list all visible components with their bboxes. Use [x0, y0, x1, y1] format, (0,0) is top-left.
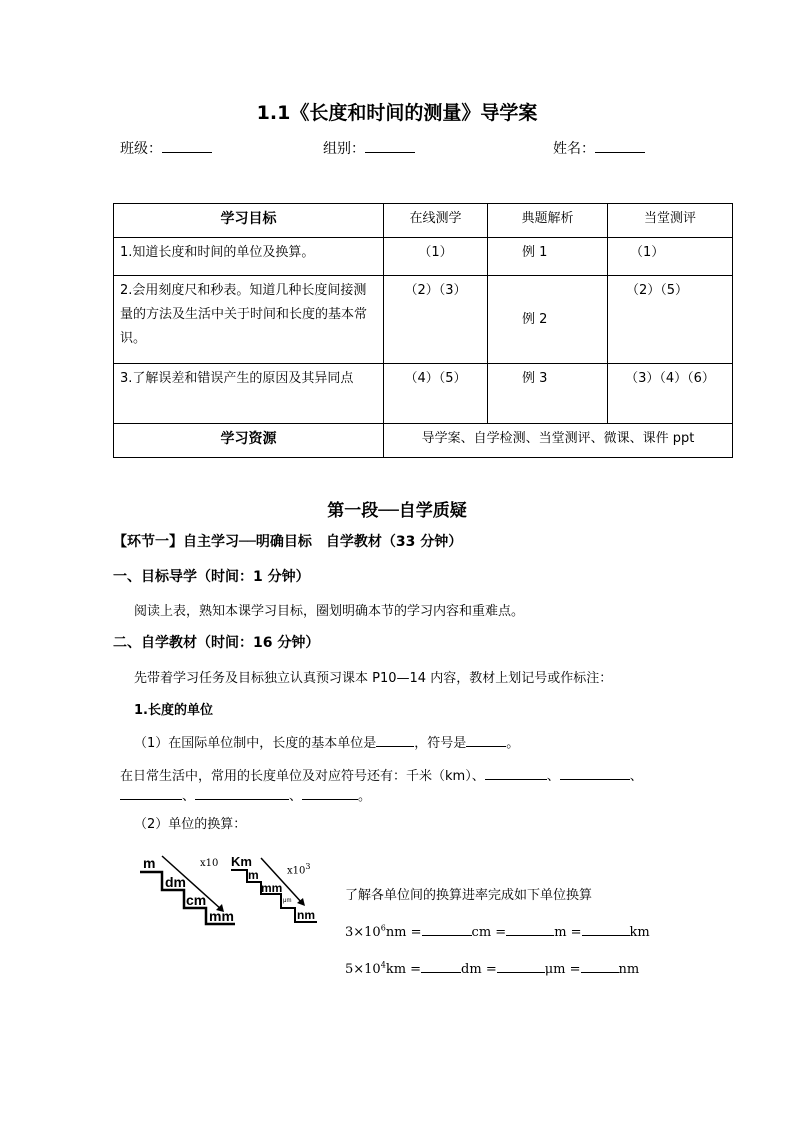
line2-unit3: nm: [618, 962, 640, 977]
example-cell: 例 2: [488, 276, 608, 364]
unit-m-label: m: [248, 868, 259, 882]
class-blank[interactable]: [162, 138, 212, 153]
unit-dm-label: dm: [165, 874, 186, 890]
part1-heading: 一、目标导学（时间：1 分钟）: [113, 569, 310, 585]
test-cell: （1）: [608, 238, 733, 276]
example-cell: 例 3: [488, 364, 608, 424]
resource-label: 学习资源: [114, 424, 384, 458]
header-online: 在线测学: [384, 204, 488, 238]
answer-blank[interactable]: [582, 921, 630, 936]
unit-blank[interactable]: [485, 765, 547, 780]
link-heading: 【环节一】自主学习──明确目标 自学教材（33 分钟）: [113, 534, 463, 550]
staircase-diagram-right: [231, 852, 331, 928]
unit-blank[interactable]: [560, 765, 630, 780]
group-field: [323, 138, 415, 158]
test-cell: （2）（5）: [608, 276, 733, 364]
unit-blank[interactable]: [195, 785, 289, 800]
online-cell: （1）: [384, 238, 488, 276]
name-blank[interactable]: [595, 138, 645, 153]
q1-text-a: （1）在国际单位制中，长度的基本单位是: [134, 736, 377, 751]
unit-cm-label: cm: [186, 892, 207, 908]
line2-exp: 4: [380, 960, 386, 970]
unit-um-label: μm: [283, 898, 292, 904]
exercise-line-1: [345, 921, 650, 940]
symbol-blank[interactable]: [466, 732, 506, 747]
sep: 、: [629, 769, 643, 784]
group-blank[interactable]: [365, 138, 415, 153]
exercise-intro: 了解各单位间的换算进率完成如下单位换算: [345, 888, 593, 903]
goal-cell: 2.会用刻度尺和秒表。知道几种长度间接测量的方法及生活中关于时间和长度的基本常识。: [114, 276, 384, 364]
sep: 、: [289, 789, 303, 804]
unit-blank[interactable]: [302, 785, 358, 800]
factor-label: x10: [200, 858, 219, 869]
unit-blank[interactable]: [120, 785, 182, 800]
line1-unit0: nm =: [385, 925, 422, 940]
line2-unit1: dm =: [461, 962, 497, 977]
header-test: 当堂测评: [608, 204, 733, 238]
table-row: [114, 424, 733, 458]
end: 。: [358, 789, 372, 804]
name-field: [553, 138, 645, 158]
online-cell: （4）（5）: [384, 364, 488, 424]
q2-line-cont: [120, 785, 371, 804]
line2-base: 5×10: [345, 962, 381, 977]
part2-heading: 二、自学教材（时间：16 分钟）: [113, 635, 320, 651]
line1-unit2: m =: [554, 925, 582, 940]
online-cell: （2）（3）: [384, 276, 488, 364]
unit-m-label: m: [143, 855, 156, 871]
answer-blank[interactable]: [506, 921, 554, 936]
base-unit-blank[interactable]: [376, 732, 414, 747]
part2-text: 先带着学习任务及目标独立认真预习课本 P10—14 内容，教材上划记号或作标注：: [134, 671, 613, 686]
resource-value: 导学案、自学检测、当堂测评、微课、课件 ppt: [384, 424, 733, 458]
page-title: 1.1《长度和时间的测量》导学案: [256, 102, 538, 124]
group-label: 组别：: [323, 141, 365, 157]
unit-mm-label: mm: [209, 908, 234, 924]
line1-base: 3×10: [345, 925, 381, 940]
exercise-line-2: [345, 958, 639, 977]
q1-text-b: ，符号是: [414, 736, 467, 751]
answer-blank[interactable]: [581, 958, 619, 973]
q1-line: [134, 732, 519, 751]
line1-exp: 6: [380, 923, 386, 933]
header-goal: 学习目标: [114, 204, 384, 238]
line2-unit2: μm =: [544, 962, 581, 977]
name-label: 姓名：: [553, 141, 595, 157]
staircase-diagram-left: [140, 852, 240, 928]
q2-text: 在日常生活中，常用的长度单位及对应符号还有：千米（km）、: [120, 769, 485, 784]
table-header-row: [114, 204, 733, 238]
table-row: [114, 364, 733, 424]
example-cell: 例 1: [488, 238, 608, 276]
line2-unit0: km =: [385, 962, 422, 977]
section-title: 第一段──自学质疑: [327, 501, 467, 521]
factor-label: [287, 862, 310, 876]
sep: 、: [546, 769, 560, 784]
answer-blank[interactable]: [422, 921, 472, 936]
conversion-label: （2）单位的换算：: [134, 817, 247, 832]
table-row: [114, 238, 733, 276]
factor-base: x10: [287, 865, 306, 877]
header-example: 典题解析: [488, 204, 608, 238]
part1-text: 阅读上表，熟知本课学习目标，圈划明确本节的学习内容和重难点。: [134, 604, 525, 619]
goals-table: [113, 203, 733, 458]
q2-line: [120, 765, 643, 784]
class-field: [120, 138, 212, 158]
line1-unit1: cm =: [471, 925, 507, 940]
unit-nm-label: nm: [297, 908, 315, 922]
line1-unit3: km: [629, 925, 650, 940]
sep: 、: [182, 789, 196, 804]
answer-blank[interactable]: [497, 958, 545, 973]
answer-blank[interactable]: [421, 958, 461, 973]
class-label: 班级：: [120, 141, 162, 157]
q1-text-c: 。: [506, 736, 520, 751]
table-row: [114, 276, 733, 364]
goal-cell: 3.了解误差和错误产生的原因及其异同点: [114, 364, 384, 424]
goal-cell: 1.知道长度和时间的单位及换算。: [114, 238, 384, 276]
unit-mm-label: mm: [261, 881, 283, 895]
unit-km-label: Km: [231, 854, 252, 869]
unit-heading: 1.长度的单位: [134, 703, 213, 718]
test-cell: （3）（4）（6）: [608, 364, 733, 424]
factor-exp: 3: [305, 862, 311, 871]
